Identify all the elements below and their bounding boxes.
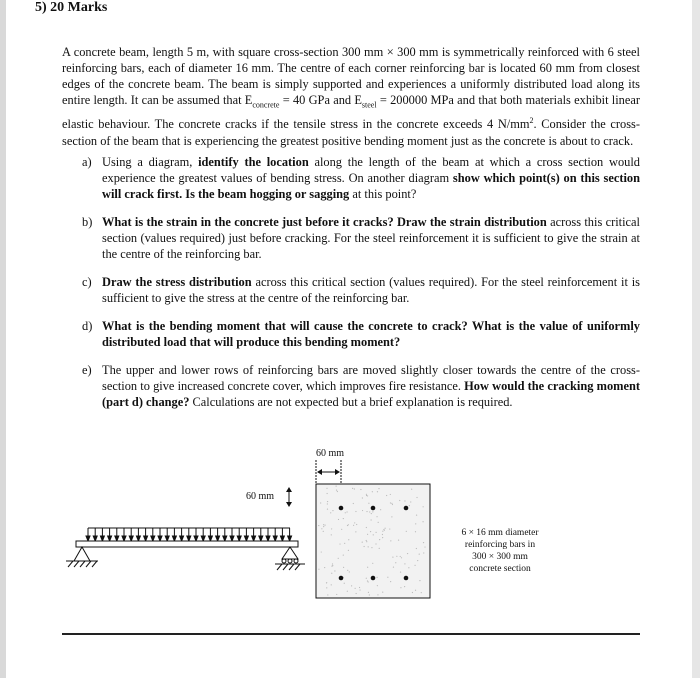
- speckle-dot: [399, 500, 400, 501]
- speckle-dot: [366, 494, 367, 495]
- udl-arrow-head: [252, 536, 256, 541]
- speckle-dot: [334, 570, 335, 571]
- udl-arrow-head: [216, 536, 220, 541]
- speckle-dot: [370, 531, 371, 532]
- part-e: [62, 362, 640, 410]
- udl-arrow-head: [180, 536, 184, 541]
- speckle-dot: [367, 567, 368, 568]
- speckle-dot: [366, 541, 367, 542]
- speckle-dot: [371, 519, 372, 520]
- speckle-dot: [355, 531, 356, 532]
- speckle-dot: [347, 591, 348, 592]
- speckle-dot: [323, 531, 324, 532]
- part-text: The upper and lower rows of reinforcing bars are moved slightly closer towards the centre of the cross-section to give increased concrete cover, which improves fire resistance. How would the cracking moment (part d) change? Calculations are not expected but a brief explanation is required.: [102, 363, 640, 409]
- speckle-dot: [382, 534, 383, 535]
- speckle-dot: [386, 495, 387, 496]
- speckle-dot: [338, 519, 339, 520]
- section-caption: [461, 528, 539, 574]
- speckle-dot: [366, 578, 367, 579]
- speckle-dot: [355, 511, 356, 512]
- speckle-dot: [331, 573, 332, 574]
- udl-arrow-head: [288, 536, 292, 541]
- udl-arrow-head: [244, 536, 248, 541]
- dim-top-60mm: [316, 448, 344, 484]
- udl-arrow-head: [93, 536, 97, 541]
- udl-arrow-head: [223, 536, 227, 541]
- speckle-dot: [327, 594, 328, 595]
- speckle-dot: [331, 584, 332, 585]
- udl-arrow-head: [100, 536, 104, 541]
- speckle-dot: [375, 543, 376, 544]
- speckle-dot: [351, 585, 352, 586]
- dim-left-label: 60 mm: [246, 491, 275, 502]
- speckle-dot: [372, 511, 373, 512]
- speckle-dot: [378, 488, 379, 489]
- speckle-dot: [404, 563, 405, 564]
- speckle-dot: [367, 580, 368, 581]
- dim-left-60mm: [246, 487, 292, 507]
- speckle-dot: [321, 551, 322, 552]
- speckle-dot: [387, 577, 388, 578]
- udl-arrow-head: [129, 536, 133, 541]
- svg-text:6 × 16 mm diameter: 6 × 16 mm diameter: [461, 528, 539, 538]
- part-b: [62, 214, 640, 262]
- udl-arrow-head: [86, 536, 90, 541]
- udl-arrow-head: [266, 536, 270, 541]
- udl-arrow-head: [144, 536, 148, 541]
- speckle-dot: [391, 503, 392, 504]
- speckle-dot: [423, 542, 424, 543]
- speckle-dot: [360, 489, 361, 490]
- speckle-dot: [419, 554, 420, 555]
- udl-arrow-head: [194, 536, 198, 541]
- speckle-dot: [356, 593, 357, 594]
- speckle-dot: [390, 502, 391, 503]
- speckle-dot: [346, 511, 347, 512]
- speckle-dot: [404, 500, 405, 501]
- speckle-dot: [324, 525, 325, 526]
- speckle-dot: [417, 560, 418, 561]
- bottom-rule: [62, 633, 640, 635]
- speckle-dot: [390, 540, 391, 541]
- speckle-dot: [372, 563, 373, 564]
- speckle-dot: [416, 514, 417, 515]
- speckle-dot: [356, 524, 357, 525]
- speckle-dot: [415, 523, 416, 524]
- speckle-dot: [364, 546, 365, 547]
- speckle-dot: [318, 525, 319, 526]
- part-text: Draw the stress distribution across this critical section (values required). For the steel reinforcement it is sufficient to give the stress at the centre of the reinforcing bar.: [102, 275, 640, 305]
- speckle-dot: [354, 522, 355, 523]
- speckle-dot: [400, 571, 401, 572]
- speckle-dot: [409, 505, 410, 506]
- rebar: [404, 506, 409, 511]
- speckle-dot: [373, 534, 374, 535]
- intro-sup: 2: [529, 116, 534, 126]
- question-parts: [62, 154, 640, 422]
- speckle-dot: [385, 528, 386, 529]
- speckle-dot: [337, 491, 338, 492]
- intro-sub-concrete: concrete: [252, 100, 280, 110]
- speckle-dot: [331, 528, 332, 529]
- speckle-dot: [367, 534, 368, 535]
- speckle-dot: [355, 588, 356, 589]
- speckle-dot: [395, 562, 396, 563]
- speckle-dot: [389, 528, 390, 529]
- beam: [76, 541, 298, 547]
- part-label: c): [82, 275, 92, 289]
- rebar: [371, 506, 376, 511]
- speckle-dot: [332, 565, 333, 566]
- intro-sub-steel: steel: [361, 100, 377, 110]
- speckle-dot: [348, 524, 349, 525]
- speckle-dot: [341, 529, 342, 530]
- speckle-dot: [339, 543, 340, 544]
- udl-arrow-head: [151, 536, 155, 541]
- speckle-dot: [401, 557, 402, 558]
- roller-support-right: [275, 547, 305, 570]
- speckle-dot: [379, 548, 380, 549]
- intro-text: A concrete beam, length 5 m, with square cross-section 300 mm × 300 mm is symmetrically reinforced with 6 steel reinforcing bars, each of diameter 16 mm. The centre of each corner reinforcing bar is located 60 mm from closest edges of the concrete beam. The beam is simply supported and experiences a uniformly distributed load along its entire length. It can be assumed that E: [62, 45, 640, 107]
- intro-mid: = 40 GPa and E: [279, 93, 362, 107]
- speckle-dot: [347, 570, 348, 571]
- part-label: a): [82, 155, 92, 169]
- part-d: [62, 318, 640, 350]
- speckle-dot: [359, 589, 360, 590]
- udl-arrow-head: [165, 536, 169, 541]
- speckle-dot: [344, 583, 345, 584]
- udl-arrow-head: [108, 536, 112, 541]
- speckle-dot: [406, 531, 407, 532]
- part-a: [62, 154, 640, 202]
- udl-arrow-head: [273, 536, 277, 541]
- cross-section: [316, 484, 430, 598]
- speckle-dot: [377, 585, 378, 586]
- svg-text:concrete section: concrete section: [469, 564, 531, 574]
- speckle-dot: [416, 548, 417, 549]
- speckle-dot: [327, 501, 328, 502]
- speckle-dot: [390, 494, 391, 495]
- speckle-dot: [393, 566, 394, 567]
- speckle-dot: [326, 582, 327, 583]
- speckle-dot: [423, 506, 424, 507]
- speckle-dot: [412, 592, 413, 593]
- dim-top-label: 60 mm: [316, 448, 345, 459]
- speckle-dot: [396, 556, 397, 557]
- speckle-dot: [383, 529, 384, 530]
- speckle-dot: [423, 552, 424, 553]
- speckle-dot: [371, 547, 372, 548]
- speckle-dot: [408, 567, 409, 568]
- svg-text:reinforcing bars in: reinforcing bars in: [464, 540, 536, 550]
- speckle-dot: [327, 503, 328, 504]
- speckle-dot: [348, 550, 349, 551]
- speckle-dot: [353, 503, 354, 504]
- udl-arrow-head: [259, 536, 263, 541]
- udl-arrow-head: [158, 536, 162, 541]
- speckle-dot: [344, 543, 345, 544]
- speckle-dot: [366, 495, 367, 496]
- rebar: [404, 576, 409, 581]
- udl-arrow-head: [136, 536, 140, 541]
- udl-arrow-head: [172, 536, 176, 541]
- speckle-dot: [332, 563, 333, 564]
- speckle-dot: [371, 513, 372, 514]
- part-text: What is the bending moment that will cause the concrete to crack? What is the value of uniformly distributed load that will produce this bending moment?: [102, 319, 640, 349]
- speckle-dot: [326, 587, 327, 588]
- speckle-dot: [327, 493, 328, 494]
- speckle-dot: [382, 537, 383, 538]
- speckle-dot: [398, 540, 399, 541]
- speckle-dot: [354, 488, 355, 489]
- speckle-dot: [415, 531, 416, 532]
- udl-arrow-head: [187, 536, 191, 541]
- speckle-dot: [362, 541, 363, 542]
- speckle-dot: [377, 594, 378, 595]
- udl-arrow-head: [115, 536, 119, 541]
- speckle-dot: [376, 577, 377, 578]
- speckle-dot: [422, 521, 423, 522]
- speckle-dot: [338, 558, 339, 559]
- speckle-dot: [336, 490, 337, 491]
- speckle-dot: [368, 546, 369, 547]
- udl-arrow-head: [280, 536, 284, 541]
- part-label: e): [82, 363, 92, 377]
- udl-arrow-head: [122, 536, 126, 541]
- rebar: [339, 506, 344, 511]
- speckle-dot: [330, 512, 331, 513]
- speckle-dot: [375, 532, 376, 533]
- speckle-dot: [391, 516, 392, 517]
- speckle-dot: [392, 504, 393, 505]
- speckle-dot: [324, 567, 325, 568]
- speckle-dot: [382, 531, 383, 532]
- speckle-dot: [376, 516, 377, 517]
- speckle-dot: [410, 501, 411, 502]
- speckle-dot: [336, 594, 337, 595]
- speckle-dot: [366, 527, 367, 528]
- part-text: What is the strain in the concrete just before it cracks? Draw the strain distribution across this critical section (values required) just before cracking. For the steel reinforcement it is sufficient to give the strain at the centre of the reinforcing bar.: [102, 215, 640, 261]
- speckle-dot: [369, 511, 370, 512]
- speckle-dot: [343, 518, 344, 519]
- speckle-dot: [318, 569, 319, 570]
- speckle-dot: [404, 586, 405, 587]
- speckle-dot: [377, 491, 378, 492]
- svg-text:300 × 300 mm: 300 × 300 mm: [472, 552, 528, 562]
- speckle-dot: [323, 526, 324, 527]
- speckle-dot: [424, 546, 425, 547]
- speckle-dot: [378, 522, 379, 523]
- intro-mid2: = 200000 MPa and that both materials exhibit linear elastic behaviour. The concrete cracks if the tensile stress in the concrete exceeds 4 N/mm: [62, 93, 640, 132]
- speckle-dot: [352, 488, 353, 489]
- question-heading: 5) 20 Marks: [35, 0, 108, 15]
- speckle-dot: [366, 511, 367, 512]
- speckle-dot: [362, 510, 363, 511]
- speckle-dot: [343, 554, 344, 555]
- speckle-dot: [348, 539, 349, 540]
- part-text: Using a diagram, identify the location along the length of the beam at which a cross section would experience the greatest values of bending stress. On another diagram show which point(s) on this section will crack first. Is the beam hogging or sagging at this point?: [102, 155, 641, 201]
- speckle-dot: [343, 567, 344, 568]
- speckle-dot: [411, 489, 412, 490]
- question-intro: [62, 44, 640, 149]
- speckle-dot: [336, 485, 337, 486]
- udl-arrow-head: [201, 536, 205, 541]
- speckle-dot: [372, 491, 373, 492]
- speckle-dot: [369, 594, 370, 595]
- part-label: d): [82, 319, 93, 333]
- speckle-dot: [407, 553, 408, 554]
- speckle-dot: [323, 524, 324, 525]
- speckle-dot: [321, 528, 322, 529]
- speckle-dot: [390, 581, 391, 582]
- part-c: [62, 274, 640, 306]
- speckle-dot: [379, 539, 380, 540]
- speckle-dot: [382, 592, 383, 593]
- speckle-dot: [414, 565, 415, 566]
- speckle-dot: [368, 592, 369, 593]
- speckle-dot: [419, 580, 420, 581]
- speckle-dot: [400, 556, 401, 557]
- udl-arrow-head: [230, 536, 234, 541]
- speckle-dot: [353, 525, 354, 526]
- speckle-dot: [359, 587, 360, 588]
- speckle-dot: [400, 587, 401, 588]
- speckle-dot: [362, 497, 363, 498]
- rebar: [339, 576, 344, 581]
- speckle-dot: [345, 512, 346, 513]
- speckle-dot: [421, 592, 422, 593]
- part-label: b): [82, 215, 93, 229]
- speckle-dot: [368, 503, 369, 504]
- intro-end: . Consider the cross-section of the beam that is experiencing the greatest positive bending moment just as the concrete is about to crack.: [62, 117, 640, 148]
- udl-arrow-head: [237, 536, 241, 541]
- speckle-dot: [320, 502, 321, 503]
- udl-arrows: [86, 528, 292, 541]
- speckle-dot: [392, 557, 393, 558]
- speckle-dot: [416, 497, 417, 498]
- udl-arrow-head: [208, 536, 212, 541]
- pin-support-left: [66, 547, 98, 567]
- speckle-dot: [327, 509, 328, 510]
- speckle-dot: [332, 510, 333, 511]
- speckle-dot: [331, 534, 332, 535]
- speckle-dot: [380, 509, 381, 510]
- speckle-dot: [366, 540, 367, 541]
- speckle-dot: [326, 488, 327, 489]
- speckle-dot: [349, 571, 350, 572]
- rebar: [371, 576, 376, 581]
- speckle-dot: [415, 590, 416, 591]
- beam-diagram: [0, 440, 700, 600]
